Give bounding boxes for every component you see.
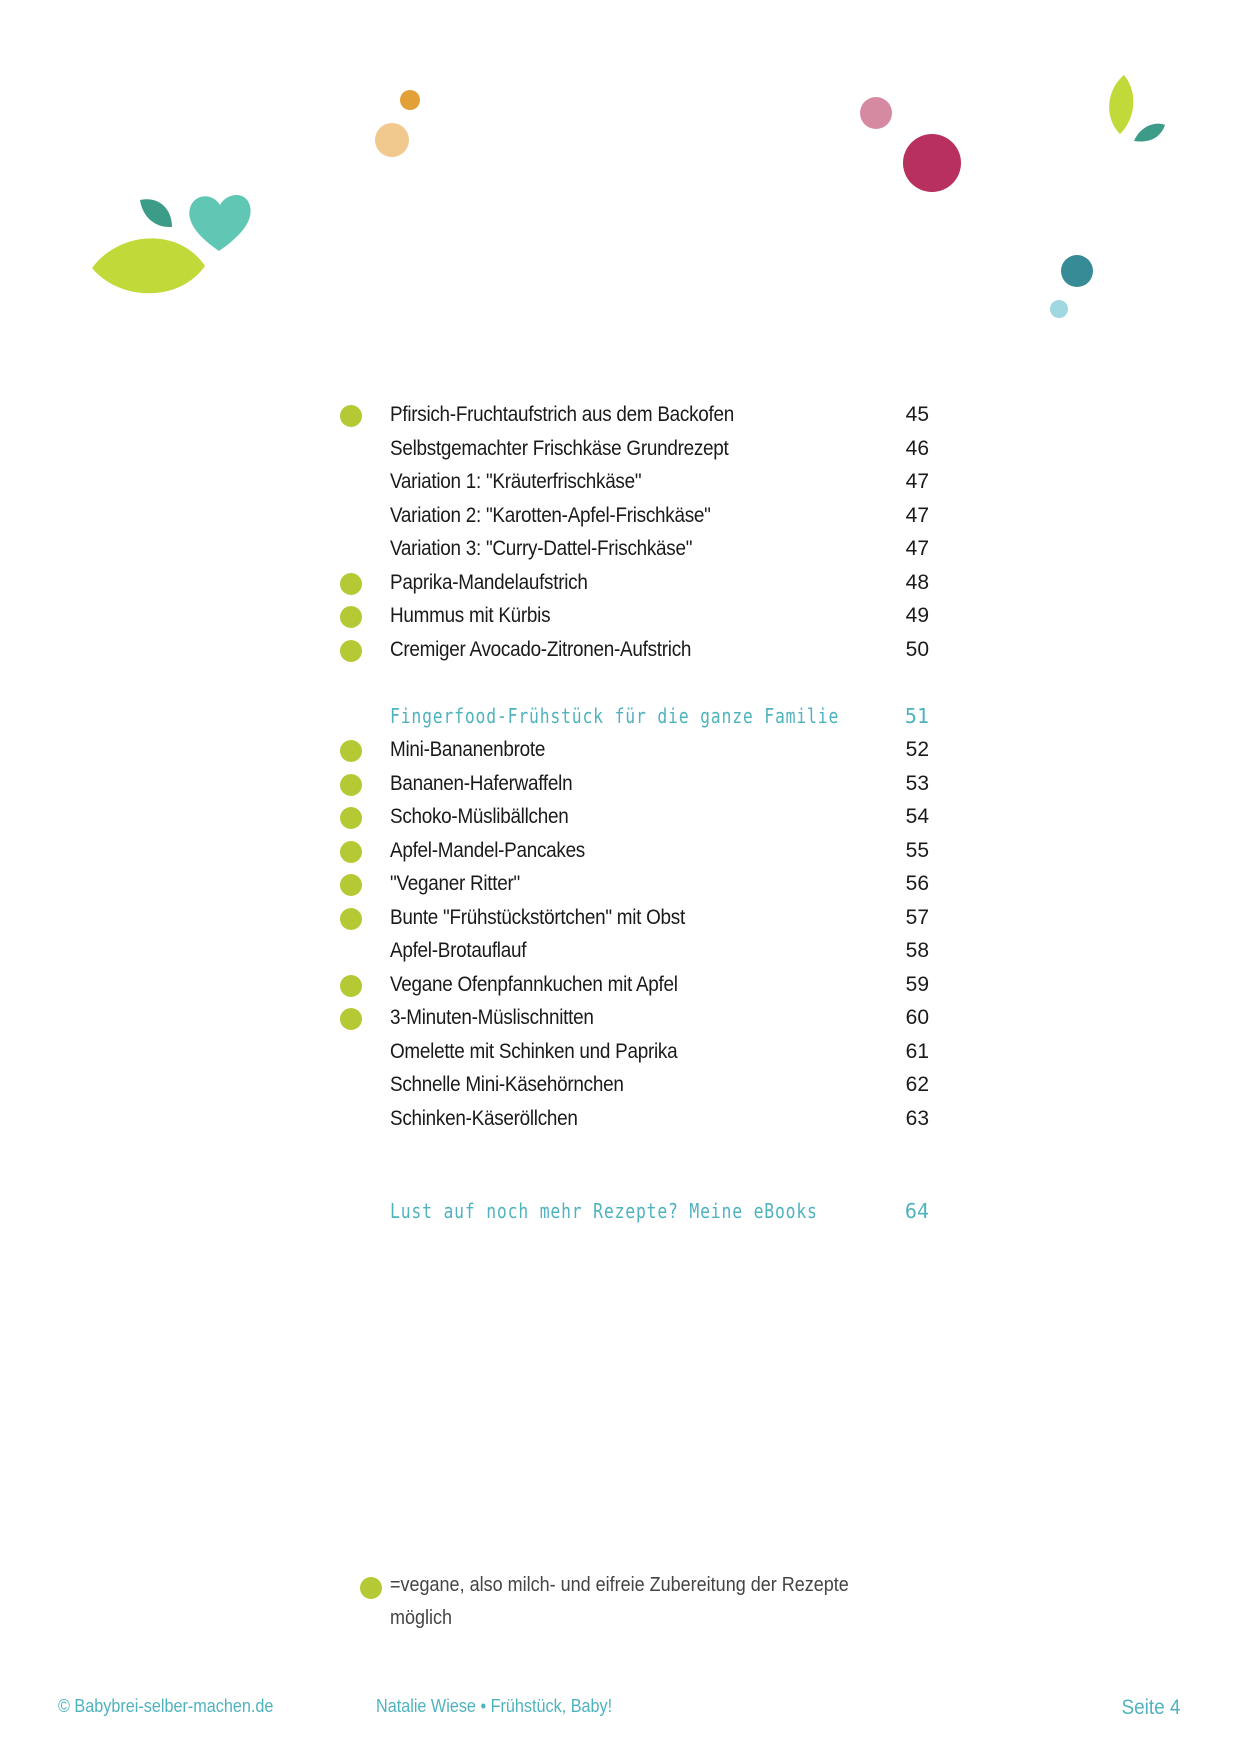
toc-entry-title: Selbstgemachter Frischkäse Grundrezept	[390, 436, 729, 460]
section-title: Fingerfood-Frühstück für die ganze Familie	[390, 704, 840, 728]
vegan-dot-icon	[340, 405, 362, 427]
toc-entry-title: Omelette mit Schinken und Paprika	[390, 1039, 678, 1063]
toc-entry[interactable]	[340, 532, 940, 566]
section-page-number: 64	[904, 1199, 929, 1223]
toc-entry-page: 46	[905, 436, 929, 460]
toc-entry-title: Schoko-Müslibällchen	[390, 805, 569, 828]
toc-entry[interactable]	[340, 432, 940, 466]
vegan-dot-icon	[340, 774, 362, 796]
vegan-dot-icon	[360, 1577, 382, 1599]
vegan-dot-icon	[340, 740, 362, 762]
toc-entry-title: Variation 1: "Kräuterfrischkäse"	[390, 470, 642, 493]
footer-page-label: Seite 4	[1121, 1696, 1180, 1719]
toc-entry-title: Apfel-Brotauflauf	[390, 939, 527, 962]
toc-entry[interactable]	[340, 599, 940, 633]
right-teal-leaf-icon	[1134, 124, 1165, 142]
toc-entry[interactable]	[340, 633, 940, 667]
toc-entry[interactable]	[340, 499, 940, 533]
toc-entry-title: Paprika-Mandelaufstrich	[390, 570, 588, 594]
toc-entry-title: Schnelle Mini-Käsehörnchen	[390, 1073, 624, 1096]
vegan-dot-icon	[340, 908, 362, 930]
toc-entry-title: Schinken-Käseröllchen	[390, 1106, 578, 1130]
toc-entry[interactable]	[340, 901, 940, 935]
vegan-dot-icon	[340, 975, 362, 997]
toc-entry-title: Vegane Ofenpfannkuchen mit Apfel	[390, 972, 678, 996]
toc-entry[interactable]	[340, 465, 940, 499]
toc-entry-page: 47	[905, 470, 929, 493]
toc-entry-title: 3-Minuten-Müslischnitten	[390, 1006, 594, 1029]
toc-entry-title: "Veganer Ritter"	[390, 872, 520, 895]
light-blue-dot-icon	[1050, 300, 1068, 318]
toc-entry[interactable]	[340, 767, 940, 801]
toc-entry[interactable]	[340, 733, 940, 767]
toc-entry[interactable]	[340, 1102, 940, 1136]
table-of-contents	[340, 398, 940, 1228]
vegan-dot-icon	[340, 841, 362, 863]
toc-entry[interactable]	[340, 1068, 940, 1102]
pink-dot-icon	[860, 97, 892, 129]
toc-entry[interactable]	[340, 566, 940, 600]
toc-entry[interactable]	[340, 934, 940, 968]
vegan-dot-icon	[340, 573, 362, 595]
toc-entry-title: Cremiger Avocado-Zitronen-Aufstrich	[390, 637, 692, 661]
section-title: Lust auf noch mehr Rezepte? Meine eBooks	[390, 1199, 818, 1223]
toc-entry[interactable]	[340, 800, 940, 834]
toc-entry[interactable]	[340, 1035, 940, 1069]
toc-entry[interactable]	[340, 968, 940, 1002]
toc-group-fingerfood	[340, 733, 940, 1135]
toc-entry[interactable]	[340, 834, 940, 868]
lime-leaf-icon	[92, 238, 205, 293]
right-lime-leaf-icon	[1109, 75, 1133, 134]
legend-text: =vegane, also milch- und eifreie Zubereitung der Rezepte möglich	[390, 1574, 849, 1629]
footer-book-title: Natalie Wiese • Frühstück, Baby!	[376, 1696, 613, 1716]
vegan-dot-icon	[340, 807, 362, 829]
toc-entry[interactable]	[340, 398, 940, 432]
raspberry-dot-icon	[903, 134, 961, 192]
toc-entry-page: 59	[905, 972, 929, 996]
toc-entry-title: Variation 3: "Curry-Dattel-Frischkäse"	[390, 537, 693, 560]
toc-entry-title: Pfirsich-Fruchtaufstrich aus dem Backofen	[390, 403, 734, 426]
petrol-dot-icon	[1061, 255, 1093, 287]
toc-entry-title: Hummus mit Kürbis	[390, 604, 551, 627]
toc-entry-page: 62	[905, 1073, 929, 1096]
toc-section-fingerfood[interactable]	[340, 699, 940, 733]
vegan-dot-icon	[340, 606, 362, 628]
toc-entry-page: 47	[905, 503, 929, 527]
footer-copyright: © Babybrei-selber-machen.de	[58, 1696, 274, 1716]
decoration-graphics	[0, 0, 1240, 340]
section-page-number: 51	[904, 704, 929, 728]
toc-entry-page: 52	[905, 738, 929, 761]
toc-entry-page: 53	[905, 771, 929, 795]
toc-entry-page: 47	[905, 537, 929, 560]
toc-entry-page: 56	[905, 872, 929, 895]
toc-entry-title: Bananen-Haferwaffeln	[390, 771, 573, 795]
toc-group-spreads	[340, 398, 940, 666]
peach-dot-icon	[375, 123, 409, 157]
toc-entry-title: Apfel-Mandel-Pancakes	[390, 838, 585, 862]
toc-entry-page: 50	[905, 637, 929, 661]
toc-entry-page: 63	[905, 1106, 929, 1130]
toc-entry-page: 55	[905, 838, 929, 862]
toc-entry-page: 61	[905, 1039, 929, 1063]
vegan-dot-icon	[340, 1008, 362, 1030]
toc-entry-title: Mini-Bananenbrote	[390, 738, 546, 761]
toc-section-ebooks[interactable]	[340, 1194, 940, 1228]
toc-entry-page: 45	[905, 403, 929, 426]
small-teal-leaf-icon	[140, 199, 172, 227]
toc-entry-page: 48	[905, 570, 929, 594]
toc-entry-page: 58	[905, 939, 929, 962]
vegan-dot-icon	[340, 640, 362, 662]
toc-entry-page: 57	[905, 905, 929, 929]
toc-entry-page: 49	[905, 604, 929, 627]
vegan-dot-icon	[340, 874, 362, 896]
heart-icon	[189, 195, 250, 251]
toc-entry-title: Bunte "Frühstückstörtchen" mit Obst	[390, 905, 685, 929]
orange-dot-icon	[400, 90, 420, 110]
toc-entry-page: 60	[905, 1006, 929, 1029]
toc-entry[interactable]	[340, 1001, 940, 1035]
toc-entry-page: 54	[905, 805, 929, 828]
toc-entry[interactable]	[340, 867, 940, 901]
toc-entry-title: Variation 2: "Karotten-Apfel-Frischkäse"	[390, 503, 711, 527]
